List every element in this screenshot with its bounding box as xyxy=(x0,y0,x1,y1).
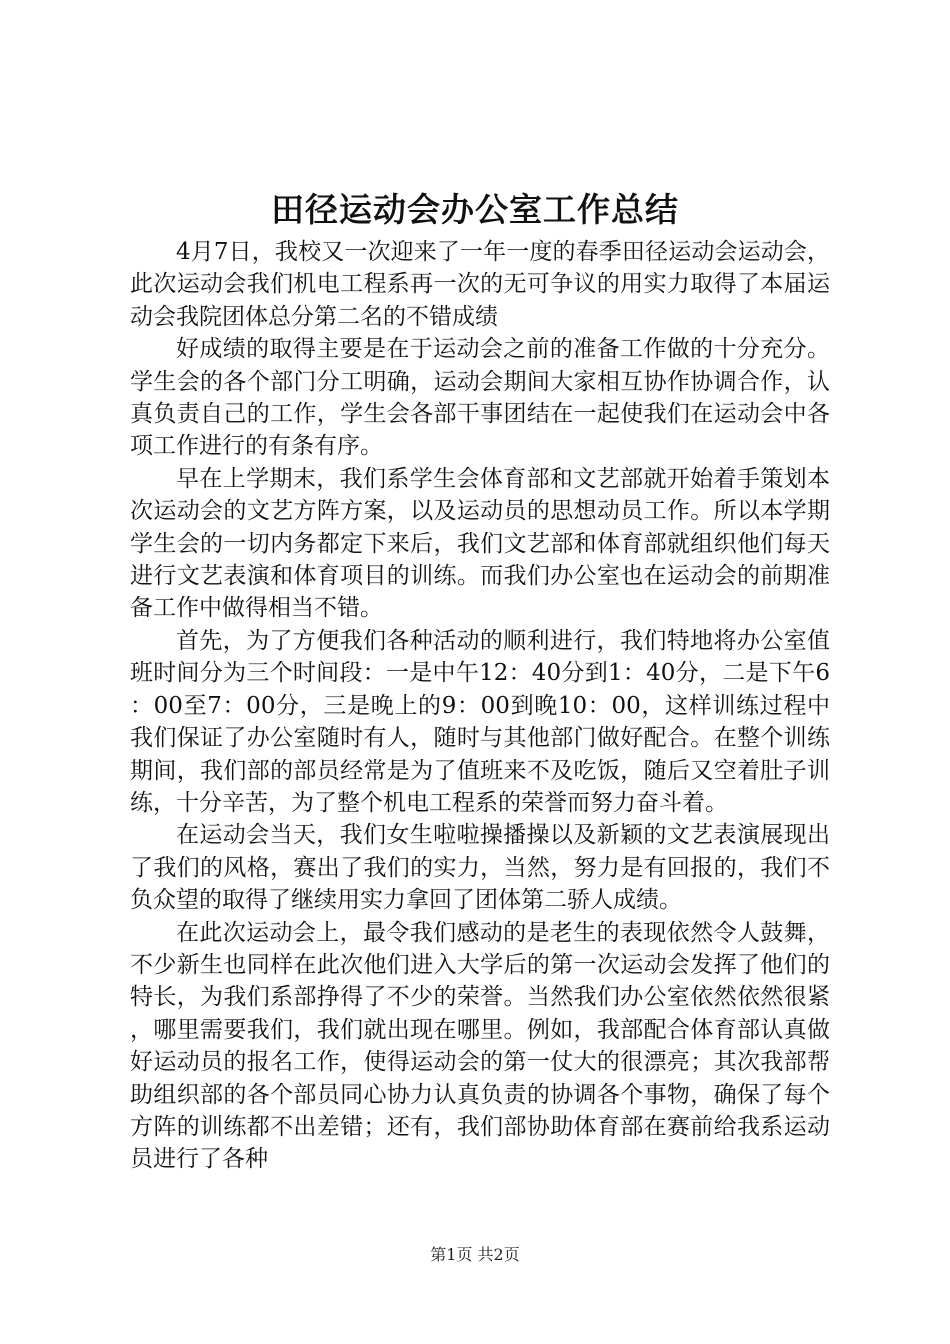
paragraph: 4月7日，我校又一次迎来了一年一度的春季田径运动会运动会，此次运动会我们机电工程系再一次的无可争议的用实力取得了本届运动会我院团体总分第二名的不错成绩 xyxy=(130,239,830,330)
document-body xyxy=(130,236,830,1176)
page-number-footer: 第1页 共2页 xyxy=(430,1245,520,1264)
paragraph: 在此次运动会上，最令我们感动的是老生的表现依然令人鼓舞，不少新生也同样在此次他们进入大学后的第一次运动会发挥了他们的特长，为我们系部挣得了不少的荣誉。当然我们办公室依然依然很紧，哪里需要我们，我们就出现在哪里。例如，我部配合体育部认真做好运动员的报名工作，使得运动会的第一仗大的很漂亮；其次我部帮助组织部的各个部员同心协力认真负责的协调各个事物，确保了每个方阵的训练都不出差错；还有，我们部协助体育部在赛前给我系运动员进行了各种 xyxy=(130,919,830,1173)
document-title: 田径运动会办公室工作总结 xyxy=(271,190,679,229)
paragraph: 首先，为了方便我们各种活动的顺利进行，我们特地将办公室值班时间分为三个时间段：一是中午12：40分到1：40分，二是下午6：00至7：00分，三是晚上的9：00到晚10：00，这样训练过程中我们保证了办公室随时有人，随时与其他部门做好配合。在整个训练期间，我们部的部员经常是为了值班来不及吃饭，随后又空着肚子训练，十分辛苦，为了整个机电工程系的荣誉而努力奋斗着。 xyxy=(130,627,830,816)
paragraph: 好成绩的取得主要是在于运动会之前的准备工作做的十分充分。学生会的各个部门分工明确，运动会期间大家相互协作协调合作，认真负责自己的工作，学生会各部干事团结在一起使我们在运动会中各项工作进行的有条有序。 xyxy=(130,336,830,460)
paragraph: 在运动会当天，我们女生啦啦操播操以及新颖的文艺表演展现出了我们的风格，赛出了我们的实力，当然，努力是有回报的，我们不负众望的取得了继续用实力拿回了团体第二骄人成绩。 xyxy=(130,822,830,914)
paragraph: 早在上学期末，我们系学生会体育部和文艺部就开始着手策划本次运动会的文艺方阵方案，以及运动员的思想动员工作。所以本学期学生会的一切内务都定下来后，我们文艺部和体育部就组织他们每天进行文艺表演和体育项目的训练。而我们办公室也在运动会的前期准备工作中做得相当不错。 xyxy=(130,465,830,622)
